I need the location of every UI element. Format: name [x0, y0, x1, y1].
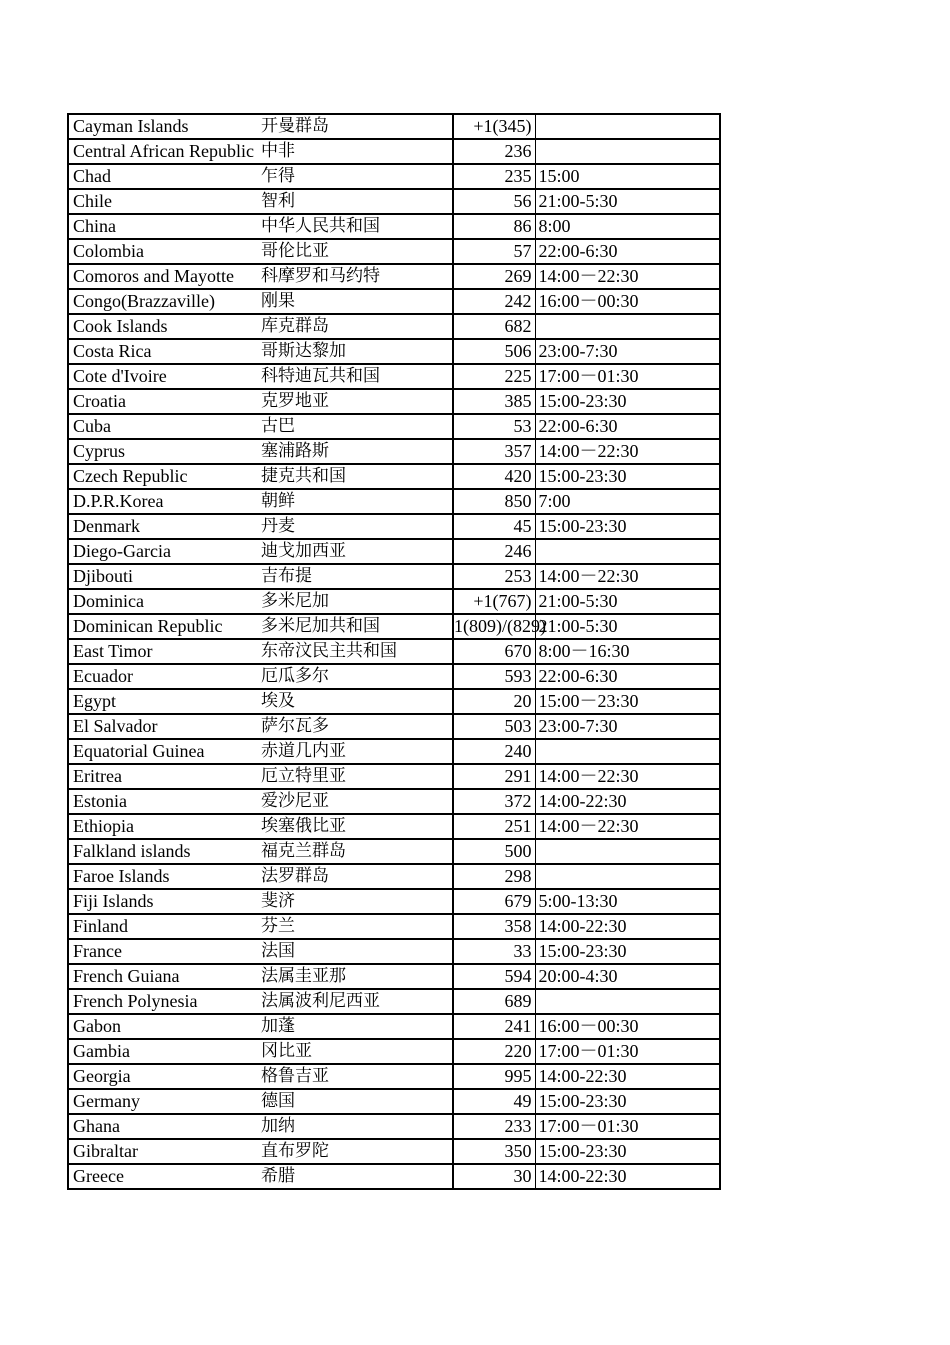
- table-row: [68, 1014, 720, 1039]
- dial-code-text: 49: [513, 1091, 532, 1111]
- dial-code: [453, 614, 546, 639]
- dial-code: [453, 489, 535, 514]
- dial-code: [453, 114, 535, 139]
- country-name-cn: 迪戈加西亚: [256, 539, 453, 564]
- dial-code: [453, 389, 535, 414]
- dial-code-text: 850: [504, 491, 532, 511]
- country-name-cn: 科特迪瓦共和国: [256, 364, 453, 389]
- country-name-en: El Salvador: [68, 714, 256, 739]
- dial-code-text: 679: [504, 891, 532, 911]
- time-window: [535, 139, 720, 164]
- time-window: 14:00－22:30: [535, 264, 720, 289]
- table-row: [68, 814, 720, 839]
- dial-code-text: 233: [504, 1116, 532, 1136]
- time-window: 14:00-22:30: [535, 789, 720, 814]
- country-code-table: [67, 113, 721, 1190]
- country-name-cn: 朝鲜: [256, 489, 453, 514]
- table-row: [68, 889, 720, 914]
- time-window: 8:00－16:30: [535, 639, 720, 664]
- dial-code: [453, 1164, 535, 1189]
- dial-code-text: 357: [504, 441, 532, 461]
- table-row: [68, 389, 720, 414]
- table-row: [68, 364, 720, 389]
- time-window: 14:00-22:30: [535, 1064, 720, 1089]
- dial-code-text: 20: [513, 691, 532, 711]
- dial-code-text: 33: [513, 941, 532, 961]
- table-row: [68, 289, 720, 314]
- dial-code-text: 682: [504, 316, 532, 336]
- dial-code: [453, 864, 535, 889]
- dial-code-text: 291: [504, 766, 532, 786]
- country-name-en: French Polynesia: [68, 989, 256, 1014]
- table-row: [68, 639, 720, 664]
- time-window: 15:00-23:30: [535, 464, 720, 489]
- time-window: 17:00－01:30: [535, 1114, 720, 1139]
- dial-code: [453, 289, 535, 314]
- table-row: [68, 764, 720, 789]
- dial-code-text: 241: [504, 1016, 532, 1036]
- dial-code-text: 242: [504, 291, 532, 311]
- table-row: [68, 139, 720, 164]
- country-name-cn: 斐济: [256, 889, 453, 914]
- dial-code-text: 253: [504, 566, 532, 586]
- country-name-en: Gambia: [68, 1039, 256, 1064]
- dial-code-text: 45: [513, 516, 532, 536]
- time-window: 21:00-5:30: [535, 614, 720, 639]
- dial-code: [453, 714, 535, 739]
- dial-code: [453, 164, 535, 189]
- table-row: [68, 514, 720, 539]
- dial-code-text: 225: [504, 366, 532, 386]
- dial-code-text: 1(809)/(829): [454, 616, 546, 636]
- country-name-cn: 古巴: [256, 414, 453, 439]
- table-row: [68, 1164, 720, 1189]
- time-window: 21:00-5:30: [535, 589, 720, 614]
- country-name-en: Denmark: [68, 514, 256, 539]
- table-row: [68, 1089, 720, 1114]
- dial-code: [453, 139, 535, 164]
- dial-code-text: 236: [504, 141, 532, 161]
- country-name-en: Falkland islands: [68, 839, 256, 864]
- time-window: 5:00-13:30: [535, 889, 720, 914]
- table-row: [68, 214, 720, 239]
- country-name-en: Czech Republic: [68, 464, 256, 489]
- country-name-en: Congo(Brazzaville): [68, 289, 256, 314]
- dial-code-text: 350: [504, 1141, 532, 1161]
- time-window: 23:00-7:30: [535, 714, 720, 739]
- country-name-en: Chad: [68, 164, 256, 189]
- dial-code-text: +1(345): [473, 116, 532, 136]
- time-window: 16:00－00:30: [535, 289, 720, 314]
- country-name-cn: 库克群岛: [256, 314, 453, 339]
- dial-code: [453, 189, 535, 214]
- dial-code-text: 57: [513, 241, 532, 261]
- dial-code-text: 506: [504, 341, 532, 361]
- country-name-cn: 冈比亚: [256, 1039, 453, 1064]
- country-name-cn: 哥伦比亚: [256, 239, 453, 264]
- dial-code-text: 689: [504, 991, 532, 1011]
- dial-code-text: 30: [513, 1166, 532, 1186]
- table-row: [68, 1139, 720, 1164]
- table-row: [68, 264, 720, 289]
- table-row: [68, 689, 720, 714]
- dial-code: [453, 1114, 535, 1139]
- country-name-en: Chile: [68, 189, 256, 214]
- time-window: [535, 864, 720, 889]
- country-name-cn: 德国: [256, 1089, 453, 1114]
- country-name-en: Central African Republic: [68, 139, 256, 164]
- table-row: [68, 664, 720, 689]
- country-name-cn: 法国: [256, 939, 453, 964]
- time-window: [535, 739, 720, 764]
- time-window: 21:00-5:30: [535, 189, 720, 214]
- time-window: 17:00－01:30: [535, 1039, 720, 1064]
- dial-code-text: 420: [504, 466, 532, 486]
- dial-code: [453, 889, 535, 914]
- dial-code: [453, 1089, 535, 1114]
- table-row: [68, 589, 720, 614]
- dial-code: [453, 564, 535, 589]
- dial-code-text: 220: [504, 1041, 532, 1061]
- table-row: [68, 989, 720, 1014]
- dial-code-text: 385: [504, 391, 532, 411]
- table-row: [68, 939, 720, 964]
- time-window: 15:00: [535, 164, 720, 189]
- table-row: [68, 1039, 720, 1064]
- dial-code: [453, 539, 535, 564]
- dial-code: [453, 314, 535, 339]
- table-row: [68, 1114, 720, 1139]
- country-name-cn: 加纳: [256, 1114, 453, 1139]
- time-window: 14:00－22:30: [535, 814, 720, 839]
- dial-code: [453, 1139, 535, 1164]
- dial-code: [453, 464, 535, 489]
- country-name-en: Estonia: [68, 789, 256, 814]
- dial-code: [453, 439, 535, 464]
- dial-code: [453, 789, 535, 814]
- dial-code: [453, 414, 535, 439]
- country-name-en: Dominican Republic: [68, 614, 256, 639]
- table-row: [68, 789, 720, 814]
- dial-code: [453, 1064, 535, 1089]
- country-name-en: Faroe Islands: [68, 864, 256, 889]
- country-name-cn: 多米尼加共和国: [256, 614, 453, 639]
- time-window: 7:00: [535, 489, 720, 514]
- country-name-en: Eritrea: [68, 764, 256, 789]
- time-window: [535, 989, 720, 1014]
- time-window: 22:00-6:30: [535, 414, 720, 439]
- table-row: [68, 564, 720, 589]
- country-name-en: Georgia: [68, 1064, 256, 1089]
- table-row: [68, 414, 720, 439]
- dial-code: [453, 364, 535, 389]
- table-row: [68, 339, 720, 364]
- time-window: 14:00－22:30: [535, 764, 720, 789]
- dial-code-text: 251: [504, 816, 532, 836]
- table-row: [68, 714, 720, 739]
- table-row: [68, 439, 720, 464]
- country-name-en: East Timor: [68, 639, 256, 664]
- country-name-en: D.P.R.Korea: [68, 489, 256, 514]
- table-row: [68, 114, 720, 139]
- dial-code: [453, 739, 535, 764]
- country-name-en: Dominica: [68, 589, 256, 614]
- dial-code: [453, 264, 535, 289]
- dial-code: [453, 639, 535, 664]
- country-name-cn: 福克兰群岛: [256, 839, 453, 864]
- country-name-cn: 爱沙尼亚: [256, 789, 453, 814]
- country-name-en: Gabon: [68, 1014, 256, 1039]
- time-window: 14:00-22:30: [535, 914, 720, 939]
- table-row: [68, 189, 720, 214]
- country-name-en: Ecuador: [68, 664, 256, 689]
- dial-code-text: +1(767): [473, 591, 532, 611]
- time-window: 16:00－00:30: [535, 1014, 720, 1039]
- time-window: 15:00-23:30: [535, 1139, 720, 1164]
- country-name-cn: 东帝汶民主共和国: [256, 639, 453, 664]
- country-name-cn: 智利: [256, 189, 453, 214]
- country-name-en: France: [68, 939, 256, 964]
- country-name-en: Finland: [68, 914, 256, 939]
- table-row: [68, 1064, 720, 1089]
- time-window: [535, 114, 720, 139]
- time-window: [535, 839, 720, 864]
- country-name-cn: 中华人民共和国: [256, 214, 453, 239]
- country-name-cn: 加蓬: [256, 1014, 453, 1039]
- time-window: 22:00-6:30: [535, 239, 720, 264]
- dial-code-text: 56: [513, 191, 532, 211]
- time-window: 23:00-7:30: [535, 339, 720, 364]
- dial-code-text: 235: [504, 166, 532, 186]
- country-name-en: Greece: [68, 1164, 256, 1189]
- table-row: [68, 839, 720, 864]
- dial-code: [453, 339, 535, 364]
- country-name-cn: 捷克共和国: [256, 464, 453, 489]
- country-name-cn: 丹麦: [256, 514, 453, 539]
- table-row: [68, 539, 720, 564]
- time-window: [535, 539, 720, 564]
- dial-code-text: 269: [504, 266, 532, 286]
- country-name-en: Comoros and Mayotte: [68, 264, 256, 289]
- country-name-en: Diego-Garcia: [68, 539, 256, 564]
- country-name-en: Ethiopia: [68, 814, 256, 839]
- country-name-cn: 格鲁吉亚: [256, 1064, 453, 1089]
- time-window: [535, 314, 720, 339]
- country-name-cn: 埃及: [256, 689, 453, 714]
- dial-code: [453, 814, 535, 839]
- country-name-en: Fiji Islands: [68, 889, 256, 914]
- table-row: [68, 239, 720, 264]
- time-window: 22:00-6:30: [535, 664, 720, 689]
- dial-code: [453, 764, 535, 789]
- dial-code-text: 53: [513, 416, 532, 436]
- time-window: 15:00-23:30: [535, 939, 720, 964]
- dial-code: [453, 664, 535, 689]
- dial-code: [453, 839, 535, 864]
- country-name-cn: 克罗地亚: [256, 389, 453, 414]
- dial-code: [453, 1039, 535, 1064]
- country-name-cn: 科摩罗和马约特: [256, 264, 453, 289]
- country-name-en: Egypt: [68, 689, 256, 714]
- dial-code-text: 995: [504, 1066, 532, 1086]
- dial-code-text: 500: [504, 841, 532, 861]
- table-row: [68, 489, 720, 514]
- dial-code-text: 298: [504, 866, 532, 886]
- country-name-en: Costa Rica: [68, 339, 256, 364]
- country-name-cn: 埃塞俄比亚: [256, 814, 453, 839]
- country-name-cn: 塞浦路斯: [256, 439, 453, 464]
- dial-code-text: 670: [504, 641, 532, 661]
- country-name-en: Cuba: [68, 414, 256, 439]
- table-row: [68, 914, 720, 939]
- time-window: 8:00: [535, 214, 720, 239]
- dial-code-text: 503: [504, 716, 532, 736]
- table-row: [68, 739, 720, 764]
- table-row: [68, 864, 720, 889]
- table-row: [68, 164, 720, 189]
- country-name-cn: 多米尼加: [256, 589, 453, 614]
- dial-code-text: 593: [504, 666, 532, 686]
- dial-code-text: 372: [504, 791, 532, 811]
- table-row: [68, 614, 720, 639]
- country-name-cn: 希腊: [256, 1164, 453, 1189]
- country-name-cn: 赤道几内亚: [256, 739, 453, 764]
- country-name-en: Germany: [68, 1089, 256, 1114]
- country-name-cn: 法罗群岛: [256, 864, 453, 889]
- country-name-en: Croatia: [68, 389, 256, 414]
- country-name-en: China: [68, 214, 256, 239]
- country-name-en: Cayman Islands: [68, 114, 256, 139]
- dial-code: [453, 589, 535, 614]
- country-name-cn: 直布罗陀: [256, 1139, 453, 1164]
- time-window: 20:00-4:30: [535, 964, 720, 989]
- table-row: [68, 464, 720, 489]
- dial-code: [453, 914, 535, 939]
- dial-code: [453, 514, 535, 539]
- time-window: 14:00－22:30: [535, 564, 720, 589]
- country-name-en: Equatorial Guinea: [68, 739, 256, 764]
- time-window: 15:00-23:30: [535, 389, 720, 414]
- country-name-cn: 吉布提: [256, 564, 453, 589]
- country-name-en: Cook Islands: [68, 314, 256, 339]
- dial-code-text: 246: [504, 541, 532, 561]
- time-window: 14:00-22:30: [535, 1164, 720, 1189]
- country-code-table-body: [68, 114, 720, 1189]
- time-window: 15:00－23:30: [535, 689, 720, 714]
- country-name-cn: 法属波利尼西亚: [256, 989, 453, 1014]
- country-name-cn: 芬兰: [256, 914, 453, 939]
- dial-code: [453, 989, 535, 1014]
- country-name-cn: 乍得: [256, 164, 453, 189]
- country-name-en: Cote d'Ivoire: [68, 364, 256, 389]
- dial-code-text: 358: [504, 916, 532, 936]
- dial-code: [453, 239, 535, 264]
- time-window: 17:00－01:30: [535, 364, 720, 389]
- dial-code-text: 86: [513, 216, 532, 236]
- time-window: 14:00－22:30: [535, 439, 720, 464]
- time-window: 15:00-23:30: [535, 1089, 720, 1114]
- dial-code: [453, 214, 535, 239]
- country-name-cn: 刚果: [256, 289, 453, 314]
- country-name-en: French Guiana: [68, 964, 256, 989]
- country-name-cn: 厄瓜多尔: [256, 664, 453, 689]
- country-name-en: Ghana: [68, 1114, 256, 1139]
- country-name-en: Gibraltar: [68, 1139, 256, 1164]
- dial-code: [453, 1014, 535, 1039]
- country-name-cn: 萨尔瓦多: [256, 714, 453, 739]
- country-name-en: Djibouti: [68, 564, 256, 589]
- country-name-cn: 开曼群岛: [256, 114, 453, 139]
- country-name-cn: 法属圭亚那: [256, 964, 453, 989]
- table-row: [68, 314, 720, 339]
- dial-code: [453, 964, 535, 989]
- time-window: 15:00-23:30: [535, 514, 720, 539]
- country-name-cn: 厄立特里亚: [256, 764, 453, 789]
- dial-code: [453, 939, 535, 964]
- dial-code: [453, 689, 535, 714]
- country-name-cn: 中非: [256, 139, 453, 164]
- country-name-en: Cyprus: [68, 439, 256, 464]
- dial-code-text: 240: [504, 741, 532, 761]
- country-name-cn: 哥斯达黎加: [256, 339, 453, 364]
- table-row: [68, 964, 720, 989]
- country-name-en: Colombia: [68, 239, 256, 264]
- dial-code-text: 594: [504, 966, 532, 986]
